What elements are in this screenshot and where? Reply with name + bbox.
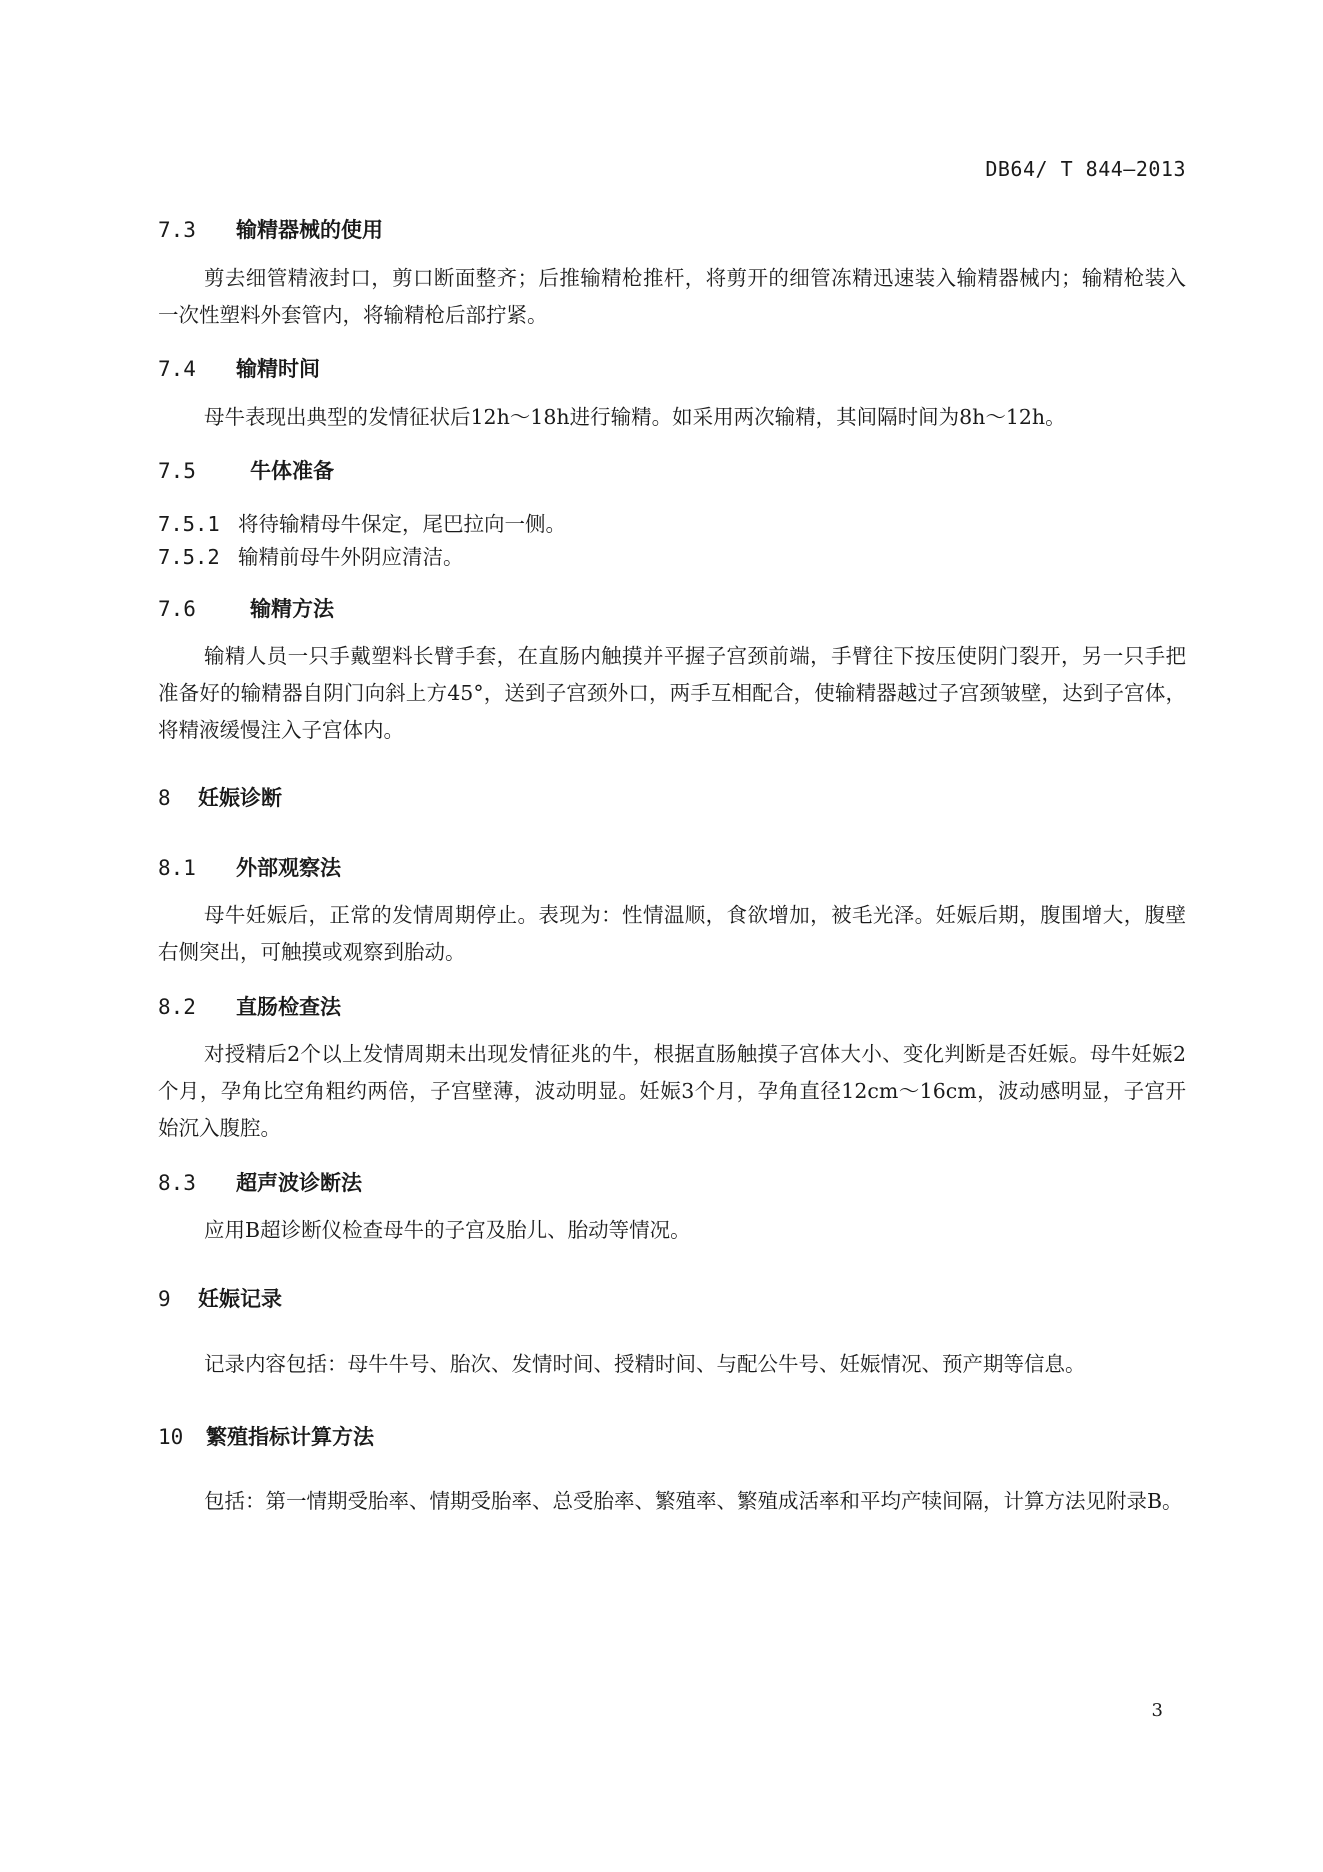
section-number: 7.3 — [158, 218, 196, 242]
chapter-heading-9 — [158, 1283, 282, 1313]
section-title: 输精方法 — [250, 597, 334, 621]
section-title: 外部观察法 — [236, 856, 341, 880]
section-heading-7-3 — [158, 214, 383, 244]
clause-number: 7.5.1 — [158, 512, 220, 536]
section-body-10: 包括：第一情期受胎率、情期受胎率、总受胎率、繁殖率、繁殖成活率和平均产犊间隔，计算方法见附录B。 — [204, 1489, 1183, 1513]
chapter-heading-10 — [158, 1421, 374, 1451]
chapter-title: 妊娠记录 — [198, 1287, 282, 1311]
section-heading-8-2 — [158, 991, 341, 1021]
section-number: 8.3 — [158, 1171, 196, 1195]
chapter-number: 8 — [158, 786, 171, 810]
chapter-number: 9 — [158, 1287, 171, 1311]
section-body-8-2: 对授精后2个以上发情周期未出现发情征兆的牛，根据直肠触摸子宫体大小、变化判断是否妊娠。母牛妊娠2个月，孕角比空角粗约两倍，子宫壁薄，波动明显。妊娠3个月，孕角直径12cm～16cm，波动感明显，子宫开始沉入腹腔。 — [158, 1042, 1186, 1140]
chapter-number: 10 — [158, 1425, 184, 1449]
section-heading-7-4 — [158, 353, 320, 383]
section-heading-7-6 — [158, 593, 334, 623]
page-number: 3 — [1151, 1700, 1163, 1721]
section-body-7-4: 母牛表现出典型的发情征状后12h～18h进行输精。如采用两次输精，其间隔时间为8h～12h。 — [204, 405, 1066, 429]
clause-text: 将待输精母牛保定，尾巴拉向一侧。 — [238, 512, 566, 536]
section-body-8-1: 母牛妊娠后，正常的发情周期停止。表现为：性情温顺，食欲增加，被毛光泽。妊娠后期，腹围增大，腹壁右侧突出，可触摸或观察到胎动。 — [158, 903, 1186, 964]
chapter-title: 繁殖指标计算方法 — [206, 1425, 374, 1449]
section-title: 直肠检查法 — [236, 995, 341, 1019]
clause-number: 7.5.2 — [158, 545, 220, 569]
section-title: 输精器械的使用 — [236, 218, 383, 242]
section-heading-8-1 — [158, 852, 341, 882]
section-body-9: 记录内容包括：母牛牛号、胎次、发情时间、授精时间、与配公牛号、妊娠情况、预产期等信息。 — [204, 1352, 1086, 1376]
section-number: 7.4 — [158, 357, 196, 381]
clause-text: 输精前母牛外阴应清洁。 — [238, 545, 464, 569]
section-title: 牛体准备 — [250, 459, 334, 483]
clause-7-5-2 — [158, 540, 464, 570]
section-body-7-3: 剪去细管精液封口，剪口断面整齐；后推输精枪推杆，将剪开的细管冻精迅速装入输精器械内；输精枪装入一次性塑料外套管内，将输精枪后部拧紧。 — [158, 266, 1186, 327]
section-title: 超声波诊断法 — [236, 1171, 362, 1195]
chapter-title: 妊娠诊断 — [198, 786, 282, 810]
section-number: 7.6 — [158, 597, 196, 621]
clause-7-5-1 — [158, 507, 566, 537]
section-title: 输精时间 — [236, 357, 320, 381]
document-code: DB64/ T 844—2013 — [985, 157, 1186, 181]
section-heading-8-3 — [158, 1167, 362, 1197]
section-body-7-6: 输精人员一只手戴塑料长臂手套，在直肠内触摸并平握子宫颈前端，手臂往下按压使阴门裂开，另一只手把准备好的输精器自阴门向斜上方45°，送到子宫颈外口，两手互相配合，使输精器越过子宫颈皱壁，达到子宫体，将精液缓慢注入子宫体内。 — [158, 644, 1186, 742]
section-body-8-3: 应用B超诊断仪检查母牛的子宫及胎儿、胎动等情况。 — [204, 1218, 691, 1242]
section-number: 7.5 — [158, 459, 196, 483]
section-number: 8.1 — [158, 856, 196, 880]
section-heading-7-5 — [158, 455, 334, 485]
chapter-heading-8 — [158, 782, 282, 812]
section-number: 8.2 — [158, 995, 196, 1019]
